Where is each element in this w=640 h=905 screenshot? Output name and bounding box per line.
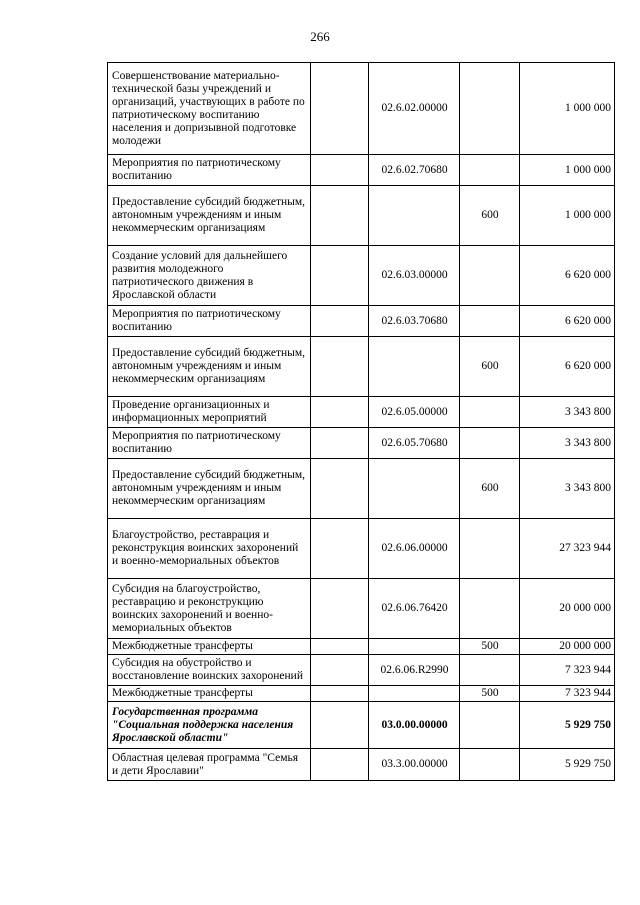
expense-type-cell <box>460 246 520 306</box>
expense-type-cell <box>460 519 520 579</box>
amount-cell: 3 343 800 <box>520 428 615 459</box>
expense-type-cell: 600 <box>460 186 520 246</box>
table-row <box>108 749 615 781</box>
blank-cell <box>311 639 369 655</box>
name-cell: Совершенствование материально-технической базы учреждений и организаций, участвующих в работе по патриотическому воспитанию населения и допризывной подготовке молодежи <box>108 63 311 155</box>
amount-cell: 3 343 800 <box>520 397 615 428</box>
name-cell: Создание условий для дальнейшего развития молодежного патриотического движения в Ярославской области <box>108 246 311 306</box>
blank-cell <box>311 186 369 246</box>
blank-cell <box>311 519 369 579</box>
blank-cell <box>311 306 369 337</box>
code-cell: 02.6.06.00000 <box>369 519 460 579</box>
amount-cell: 20 000 000 <box>520 579 615 639</box>
table-row <box>108 519 615 579</box>
amount-cell: 1 000 000 <box>520 63 615 155</box>
blank-cell <box>311 749 369 781</box>
name-cell: Межбюджетные трансферты <box>108 639 311 655</box>
expense-type-cell <box>460 155 520 186</box>
name-cell: Проведение организационных и информационных мероприятий <box>108 397 311 428</box>
table-row <box>108 639 615 655</box>
blank-cell <box>311 579 369 639</box>
name-cell: Областная целевая программа "Семья и дети Ярославии" <box>108 749 311 781</box>
expense-type-cell <box>460 397 520 428</box>
name-cell: Предоставление субсидий бюджетным, автономным учреждениям и иным некоммерческим организациям <box>108 459 311 519</box>
blank-cell <box>311 655 369 686</box>
name-cell: Субсидия на обустройство и восстановление воинских захоронений <box>108 655 311 686</box>
code-cell: 02.6.03.00000 <box>369 246 460 306</box>
table-row <box>108 155 615 186</box>
code-cell <box>369 459 460 519</box>
amount-cell: 6 620 000 <box>520 337 615 397</box>
budget-table <box>107 62 615 781</box>
name-cell: Мероприятия по патриотическому воспитанию <box>108 306 311 337</box>
expense-type-cell <box>460 306 520 337</box>
expense-type-cell <box>460 428 520 459</box>
table-row <box>108 337 615 397</box>
amount-cell: 1 000 000 <box>520 155 615 186</box>
code-cell: 02.6.05.00000 <box>369 397 460 428</box>
code-cell: 02.6.02.70680 <box>369 155 460 186</box>
code-cell <box>369 639 460 655</box>
amount-cell: 3 343 800 <box>520 459 615 519</box>
table-row <box>108 686 615 702</box>
code-cell: 02.6.03.70680 <box>369 306 460 337</box>
name-cell: Субсидия на благоустройство, реставрацию и реконструкцию воинских захоронений и военно-мемориальных объектов <box>108 579 311 639</box>
code-cell: 03.0.00.00000 <box>369 702 460 749</box>
amount-cell: 6 620 000 <box>520 246 615 306</box>
code-cell <box>369 686 460 702</box>
table-row <box>108 246 615 306</box>
expense-type-cell: 500 <box>460 639 520 655</box>
name-cell: Предоставление субсидий бюджетным, автономным учреждениям и иным некоммерческим организациям <box>108 186 311 246</box>
amount-cell: 20 000 000 <box>520 639 615 655</box>
table-row <box>108 397 615 428</box>
code-cell: 02.6.05.70680 <box>369 428 460 459</box>
program-row <box>108 702 615 749</box>
code-cell: 02.6.06.76420 <box>369 579 460 639</box>
amount-cell: 5 929 750 <box>520 749 615 781</box>
blank-cell <box>311 155 369 186</box>
blank-cell <box>311 337 369 397</box>
expense-type-cell: 600 <box>460 337 520 397</box>
blank-cell <box>311 459 369 519</box>
blank-cell <box>311 702 369 749</box>
expense-type-cell <box>460 702 520 749</box>
amount-cell: 5 929 750 <box>520 702 615 749</box>
code-cell <box>369 186 460 246</box>
table-row <box>108 428 615 459</box>
blank-cell <box>311 686 369 702</box>
amount-cell: 1 000 000 <box>520 186 615 246</box>
name-cell: Государственная программа "Социальная поддержка населения Ярославской области" <box>108 702 311 749</box>
code-cell <box>369 337 460 397</box>
expense-type-cell <box>460 655 520 686</box>
name-cell: Благоустройство, реставрация и реконструкция воинских захоронений и военно-мемориальных объектов <box>108 519 311 579</box>
expense-type-cell <box>460 579 520 639</box>
expense-type-cell <box>460 63 520 155</box>
expense-type-cell: 600 <box>460 459 520 519</box>
name-cell: Предоставление субсидий бюджетным, автономным учреждениям и иным некоммерческим организациям <box>108 337 311 397</box>
expense-type-cell <box>460 749 520 781</box>
code-cell: 03.3.00.00000 <box>369 749 460 781</box>
blank-cell <box>311 246 369 306</box>
table-row <box>108 655 615 686</box>
name-cell: Мероприятия по патриотическому воспитанию <box>108 428 311 459</box>
amount-cell: 27 323 944 <box>520 519 615 579</box>
code-cell: 02.6.06.R2990 <box>369 655 460 686</box>
table-row <box>108 459 615 519</box>
amount-cell: 7 323 944 <box>520 655 615 686</box>
code-cell: 02.6.02.00000 <box>369 63 460 155</box>
blank-cell <box>311 63 369 155</box>
expense-type-cell: 500 <box>460 686 520 702</box>
budget-table-body <box>108 63 615 781</box>
amount-cell: 7 323 944 <box>520 686 615 702</box>
table-row <box>108 63 615 155</box>
name-cell: Мероприятия по патриотическому воспитанию <box>108 155 311 186</box>
table-row <box>108 306 615 337</box>
page-number: 266 <box>310 29 330 44</box>
name-cell: Межбюджетные трансферты <box>108 686 311 702</box>
amount-cell: 6 620 000 <box>520 306 615 337</box>
blank-cell <box>311 428 369 459</box>
table-row <box>108 579 615 639</box>
table-row <box>108 186 615 246</box>
blank-cell <box>311 397 369 428</box>
